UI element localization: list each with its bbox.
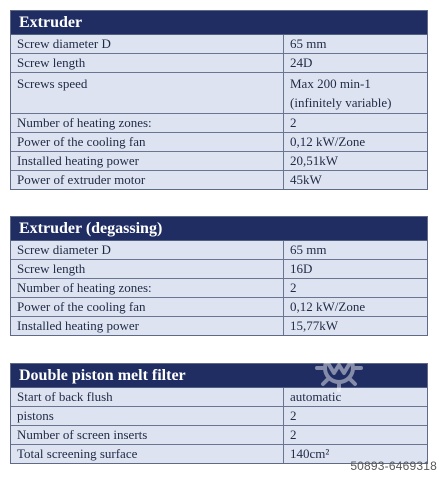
table-cell-label: Number of heating zones: xyxy=(11,114,284,132)
double-piston-melt-filter-table-title: Double piston melt filter xyxy=(11,364,427,388)
table-cell-label: pistons xyxy=(11,407,284,425)
table-cell-value: 65 mm xyxy=(290,36,327,51)
table-row xyxy=(11,297,427,316)
table-row xyxy=(11,53,427,72)
table-row xyxy=(11,151,427,170)
table-cell-value: automatic xyxy=(290,389,342,404)
table-cell-value: 0,12 kW/Zone xyxy=(290,134,366,149)
double-piston-melt-filter-table-body xyxy=(11,388,427,463)
table-cell-label: Screw length xyxy=(11,54,284,72)
table-cell-label: Total screening surface xyxy=(11,445,284,463)
extruder-degassing-table-title: Extruder (degassing) xyxy=(11,217,427,241)
extruder-table-body xyxy=(11,35,427,189)
table-cell-label: Power of the cooling fan xyxy=(11,133,284,151)
table-cell-value: 45kW xyxy=(290,172,322,187)
table-cell-value: 15,77kW xyxy=(290,318,339,333)
table-cell-value: Max 200 min-1 (infinitely variable) xyxy=(290,76,392,110)
table-cell-label: Power of extruder motor xyxy=(11,171,284,189)
table-row xyxy=(11,132,427,151)
table-row xyxy=(11,72,427,113)
extruder-table xyxy=(10,10,428,190)
table-cell-value: 140cm² xyxy=(290,446,330,461)
table-row xyxy=(11,241,427,259)
table-cell-value: 2 xyxy=(290,408,297,423)
table-cell-label: Number of screen inserts xyxy=(11,426,284,444)
table-cell-label: Screw diameter D xyxy=(11,241,284,259)
table-cell-value: 2 xyxy=(290,115,297,130)
extruder-table-title: Extruder xyxy=(11,11,427,35)
gear-watermark-icon xyxy=(308,342,370,394)
table-cell-label: Power of the cooling fan xyxy=(11,298,284,316)
table-row xyxy=(11,316,427,335)
table-cell-value: 24D xyxy=(290,55,313,70)
table-cell-label: Number of heating zones: xyxy=(11,279,284,297)
table-cell-value: 2 xyxy=(290,427,297,442)
listing-id: 50893-6469318 xyxy=(350,459,437,473)
extruder-degassing-table-body xyxy=(11,241,427,335)
table-cell-label: Installed heating power xyxy=(11,317,284,335)
table-cell-value: 16D xyxy=(290,261,313,276)
table-row xyxy=(11,406,427,425)
table-cell-label: Screws speed xyxy=(11,73,284,113)
table-cell-label: Start of back flush xyxy=(11,388,284,406)
table-row xyxy=(11,259,427,278)
table-cell-value: 65 mm xyxy=(290,242,327,257)
table-cell-label: Screw length xyxy=(11,260,284,278)
table-cell-label: Installed heating power xyxy=(11,152,284,170)
table-row xyxy=(11,278,427,297)
table-cell-value: 20,51kW xyxy=(290,153,339,168)
table-row xyxy=(11,113,427,132)
table-cell-label: Screw diameter D xyxy=(11,35,284,53)
table-cell-value: 2 xyxy=(290,280,297,295)
table-row xyxy=(11,425,427,444)
table-row xyxy=(11,170,427,189)
extruder-degassing-table xyxy=(10,216,428,336)
table-cell-value: 0,12 kW/Zone xyxy=(290,299,366,314)
table-row xyxy=(11,35,427,53)
